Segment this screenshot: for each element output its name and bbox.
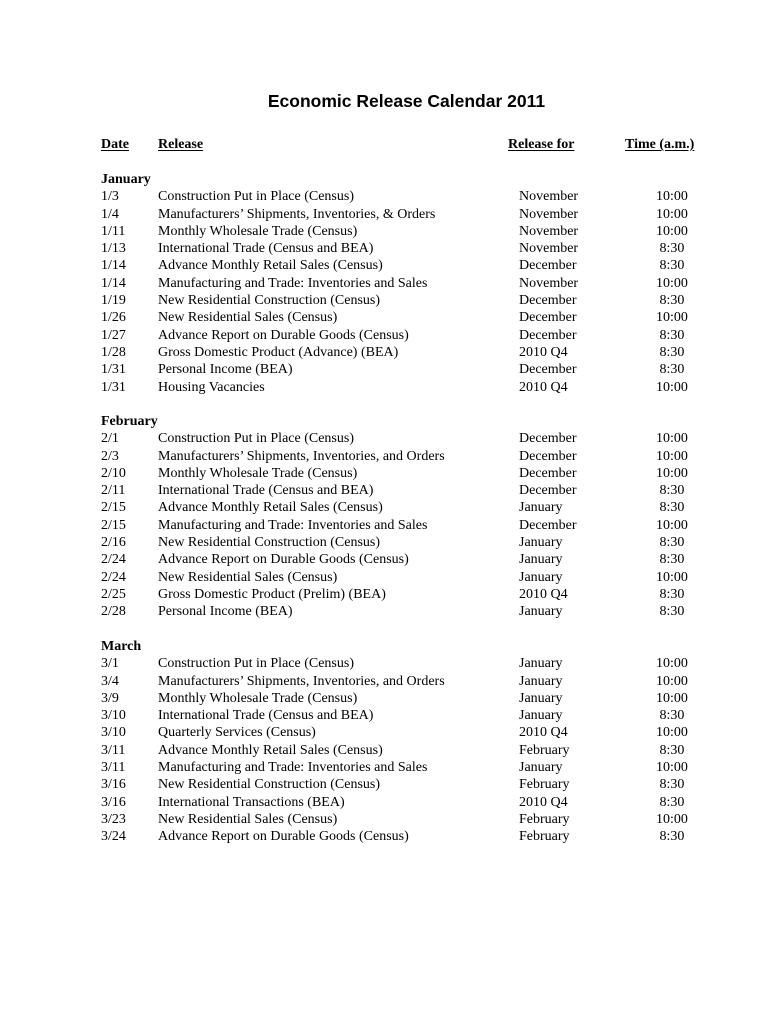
release-name: Gross Domestic Product (Prelim) (BEA) [158, 586, 386, 602]
release-row [0, 448, 768, 465]
release-date: 3/16 [101, 777, 126, 793]
release-row [0, 551, 768, 568]
release-period: December [519, 431, 577, 447]
release-time: 8:30 [659, 794, 685, 810]
release-period: November [519, 275, 579, 291]
release-time: 10:00 [656, 690, 688, 706]
release-date: 2/28 [101, 604, 126, 620]
release-name: Personal Income (BEA) [158, 362, 293, 378]
release-time: 8:30 [659, 708, 685, 724]
release-date: 1/19 [101, 293, 126, 309]
release-period: December [519, 293, 577, 309]
release-time: 10:00 [656, 275, 688, 291]
release-period: December [519, 362, 577, 378]
release-period: 2010 Q4 [519, 586, 568, 602]
release-date: 1/14 [101, 258, 126, 274]
month-section-february [0, 413, 768, 621]
release-time: 8:30 [659, 293, 685, 309]
release-date: 1/4 [101, 206, 119, 222]
release-name: Construction Put in Place (Census) [158, 189, 354, 205]
release-time: 10:00 [656, 310, 688, 326]
release-time: 10:00 [656, 465, 688, 481]
release-date: 1/3 [101, 189, 119, 205]
month-section-january [0, 171, 768, 396]
release-name: Monthly Wholesale Trade (Census) [158, 223, 358, 239]
release-name: International Trade (Census and BEA) [158, 708, 374, 724]
release-date: 3/11 [101, 742, 126, 758]
release-row [0, 465, 768, 482]
release-period: January [519, 500, 563, 516]
release-row [0, 379, 768, 396]
release-time: 10:00 [656, 448, 688, 464]
release-row [0, 534, 768, 551]
release-row [0, 759, 768, 776]
release-period: January [519, 535, 563, 551]
release-time: 8:30 [659, 777, 685, 793]
release-time: 8:30 [659, 327, 685, 343]
release-name: Advance Monthly Retail Sales (Census) [158, 258, 383, 274]
release-period: December [519, 448, 577, 464]
release-row [0, 275, 768, 292]
release-time: 10:00 [656, 189, 688, 205]
release-period: December [519, 258, 577, 274]
release-row [0, 724, 768, 741]
release-name: Manufacturers’ Shipments, Inventories, & Orders [158, 206, 436, 222]
release-name: New Residential Construction (Census) [158, 777, 381, 793]
release-name: Housing Vacancies [158, 379, 265, 395]
release-period: January [519, 760, 563, 776]
release-row [0, 707, 768, 724]
release-period: November [519, 241, 579, 257]
release-time: 10:00 [656, 379, 688, 395]
release-date: 3/24 [101, 829, 126, 845]
release-period: November [519, 206, 579, 222]
release-row [0, 430, 768, 447]
release-period: January [519, 708, 563, 724]
release-name: Quarterly Services (Census) [158, 725, 316, 741]
page-title: Economic Release Calendar 2011 [267, 91, 546, 111]
release-date: 1/28 [101, 344, 126, 360]
release-period: 2010 Q4 [519, 725, 568, 741]
release-name: Manufacturing and Trade: Inventories and Sales [158, 760, 428, 776]
release-period: December [519, 327, 577, 343]
release-name: Personal Income (BEA) [158, 604, 293, 620]
release-name: New Residential Sales (Census) [158, 569, 338, 585]
release-name: Manufacturing and Trade: Inventories and Sales [158, 517, 428, 533]
release-name: International Trade (Census and BEA) [158, 241, 374, 257]
release-date: 3/4 [101, 673, 119, 689]
release-row [0, 327, 768, 344]
release-period: November [519, 189, 579, 205]
release-row [0, 828, 768, 845]
release-period: December [519, 465, 577, 481]
release-time: 10:00 [656, 517, 688, 533]
release-date: 2/3 [101, 448, 119, 464]
release-time: 8:30 [659, 344, 685, 360]
release-period: February [519, 829, 570, 845]
release-period: December [519, 483, 577, 499]
release-period: November [519, 223, 579, 239]
release-date: 3/9 [101, 690, 119, 706]
release-date: 1/27 [101, 327, 126, 343]
release-period: February [519, 777, 570, 793]
release-time: 8:30 [659, 829, 685, 845]
release-row [0, 292, 768, 309]
release-period: January [519, 552, 563, 568]
release-time: 10:00 [656, 223, 688, 239]
release-date: 1/31 [101, 379, 126, 395]
release-time: 8:30 [659, 604, 685, 620]
release-date: 3/10 [101, 725, 126, 741]
release-name: Gross Domestic Product (Advance) (BEA) [158, 344, 399, 360]
release-time: 10:00 [656, 206, 688, 222]
release-time: 8:30 [659, 742, 685, 758]
release-date: 1/11 [101, 223, 126, 239]
month-heading: January [101, 172, 151, 187]
release-date: 3/11 [101, 760, 126, 776]
release-period: January [519, 690, 563, 706]
release-name: Advance Report on Durable Goods (Census) [158, 829, 409, 845]
release-period: February [519, 811, 570, 827]
release-period: 2010 Q4 [519, 344, 568, 360]
release-time: 10:00 [656, 569, 688, 585]
release-time: 10:00 [656, 760, 688, 776]
release-date: 2/25 [101, 586, 126, 602]
release-time: 10:00 [656, 431, 688, 447]
release-period: December [519, 517, 577, 533]
release-date: 3/1 [101, 656, 119, 672]
release-date: 3/10 [101, 708, 126, 724]
release-row [0, 673, 768, 690]
release-date: 2/24 [101, 552, 126, 568]
release-date: 2/16 [101, 535, 126, 551]
release-row [0, 655, 768, 672]
release-period: January [519, 569, 563, 585]
release-date: 3/23 [101, 811, 126, 827]
release-name: Advance Report on Durable Goods (Census) [158, 327, 409, 343]
release-date: 2/10 [101, 465, 126, 481]
release-date: 3/16 [101, 794, 126, 810]
table-header [0, 136, 768, 154]
release-time: 8:30 [659, 258, 685, 274]
release-row [0, 569, 768, 586]
release-name: Manufacturing and Trade: Inventories and Sales [158, 275, 428, 291]
release-time: 8:30 [659, 362, 685, 378]
release-row [0, 794, 768, 811]
release-date: 2/15 [101, 500, 126, 516]
release-period: January [519, 656, 563, 672]
release-time: 8:30 [659, 500, 685, 516]
release-time: 8:30 [659, 552, 685, 568]
release-name: Manufacturers’ Shipments, Inventories, and Orders [158, 673, 445, 689]
release-time: 10:00 [656, 656, 688, 672]
release-period: 2010 Q4 [519, 379, 568, 395]
release-period: December [519, 310, 577, 326]
release-row [0, 257, 768, 274]
release-row [0, 344, 768, 361]
release-name: International Trade (Census and BEA) [158, 483, 374, 499]
release-row [0, 482, 768, 499]
release-name: Monthly Wholesale Trade (Census) [158, 465, 358, 481]
release-name: Advance Monthly Retail Sales (Census) [158, 500, 383, 516]
release-name: Monthly Wholesale Trade (Census) [158, 690, 358, 706]
release-row [0, 517, 768, 534]
release-name: Construction Put in Place (Census) [158, 656, 354, 672]
release-name: Manufacturers’ Shipments, Inventories, and Orders [158, 448, 445, 464]
release-row [0, 742, 768, 759]
release-for-column-header: Release for [508, 137, 575, 152]
date-column-header: Date [101, 137, 129, 152]
release-row [0, 603, 768, 620]
release-date: 2/24 [101, 569, 126, 585]
release-row [0, 309, 768, 326]
release-row [0, 690, 768, 707]
release-name: New Residential Construction (Census) [158, 535, 381, 551]
release-date: 2/15 [101, 517, 126, 533]
release-name: Advance Report on Durable Goods (Census) [158, 552, 409, 568]
release-time: 8:30 [659, 586, 685, 602]
release-row [0, 240, 768, 257]
month-section-march [0, 638, 768, 846]
release-name: New Residential Sales (Census) [158, 811, 338, 827]
release-name: Advance Monthly Retail Sales (Census) [158, 742, 383, 758]
release-row [0, 586, 768, 603]
release-time: 10:00 [656, 811, 688, 827]
release-time: 8:30 [659, 241, 685, 257]
release-date: 1/13 [101, 241, 126, 257]
release-period: January [519, 673, 563, 689]
release-name: International Transactions (BEA) [158, 794, 345, 810]
release-name: New Residential Sales (Census) [158, 310, 338, 326]
release-row [0, 188, 768, 205]
month-heading: March [101, 639, 142, 654]
release-date: 1/14 [101, 275, 126, 291]
release-date: 2/1 [101, 431, 119, 447]
release-row [0, 223, 768, 240]
release-period: 2010 Q4 [519, 794, 568, 810]
release-time: 10:00 [656, 725, 688, 741]
time-column-header: Time (a.m.) [625, 137, 695, 152]
release-period: February [519, 742, 570, 758]
release-row [0, 499, 768, 516]
release-date: 1/26 [101, 310, 126, 326]
release-date: 2/11 [101, 483, 126, 499]
release-column-header: Release [158, 137, 204, 152]
release-row [0, 776, 768, 793]
release-time: 8:30 [659, 483, 685, 499]
release-date: 1/31 [101, 362, 126, 378]
month-heading: February [101, 414, 158, 429]
release-time: 8:30 [659, 535, 685, 551]
release-row [0, 811, 768, 828]
release-row [0, 206, 768, 223]
release-period: January [519, 604, 563, 620]
release-name: Construction Put in Place (Census) [158, 431, 354, 447]
release-name: New Residential Construction (Census) [158, 293, 381, 309]
release-time: 10:00 [656, 673, 688, 689]
release-row [0, 361, 768, 378]
